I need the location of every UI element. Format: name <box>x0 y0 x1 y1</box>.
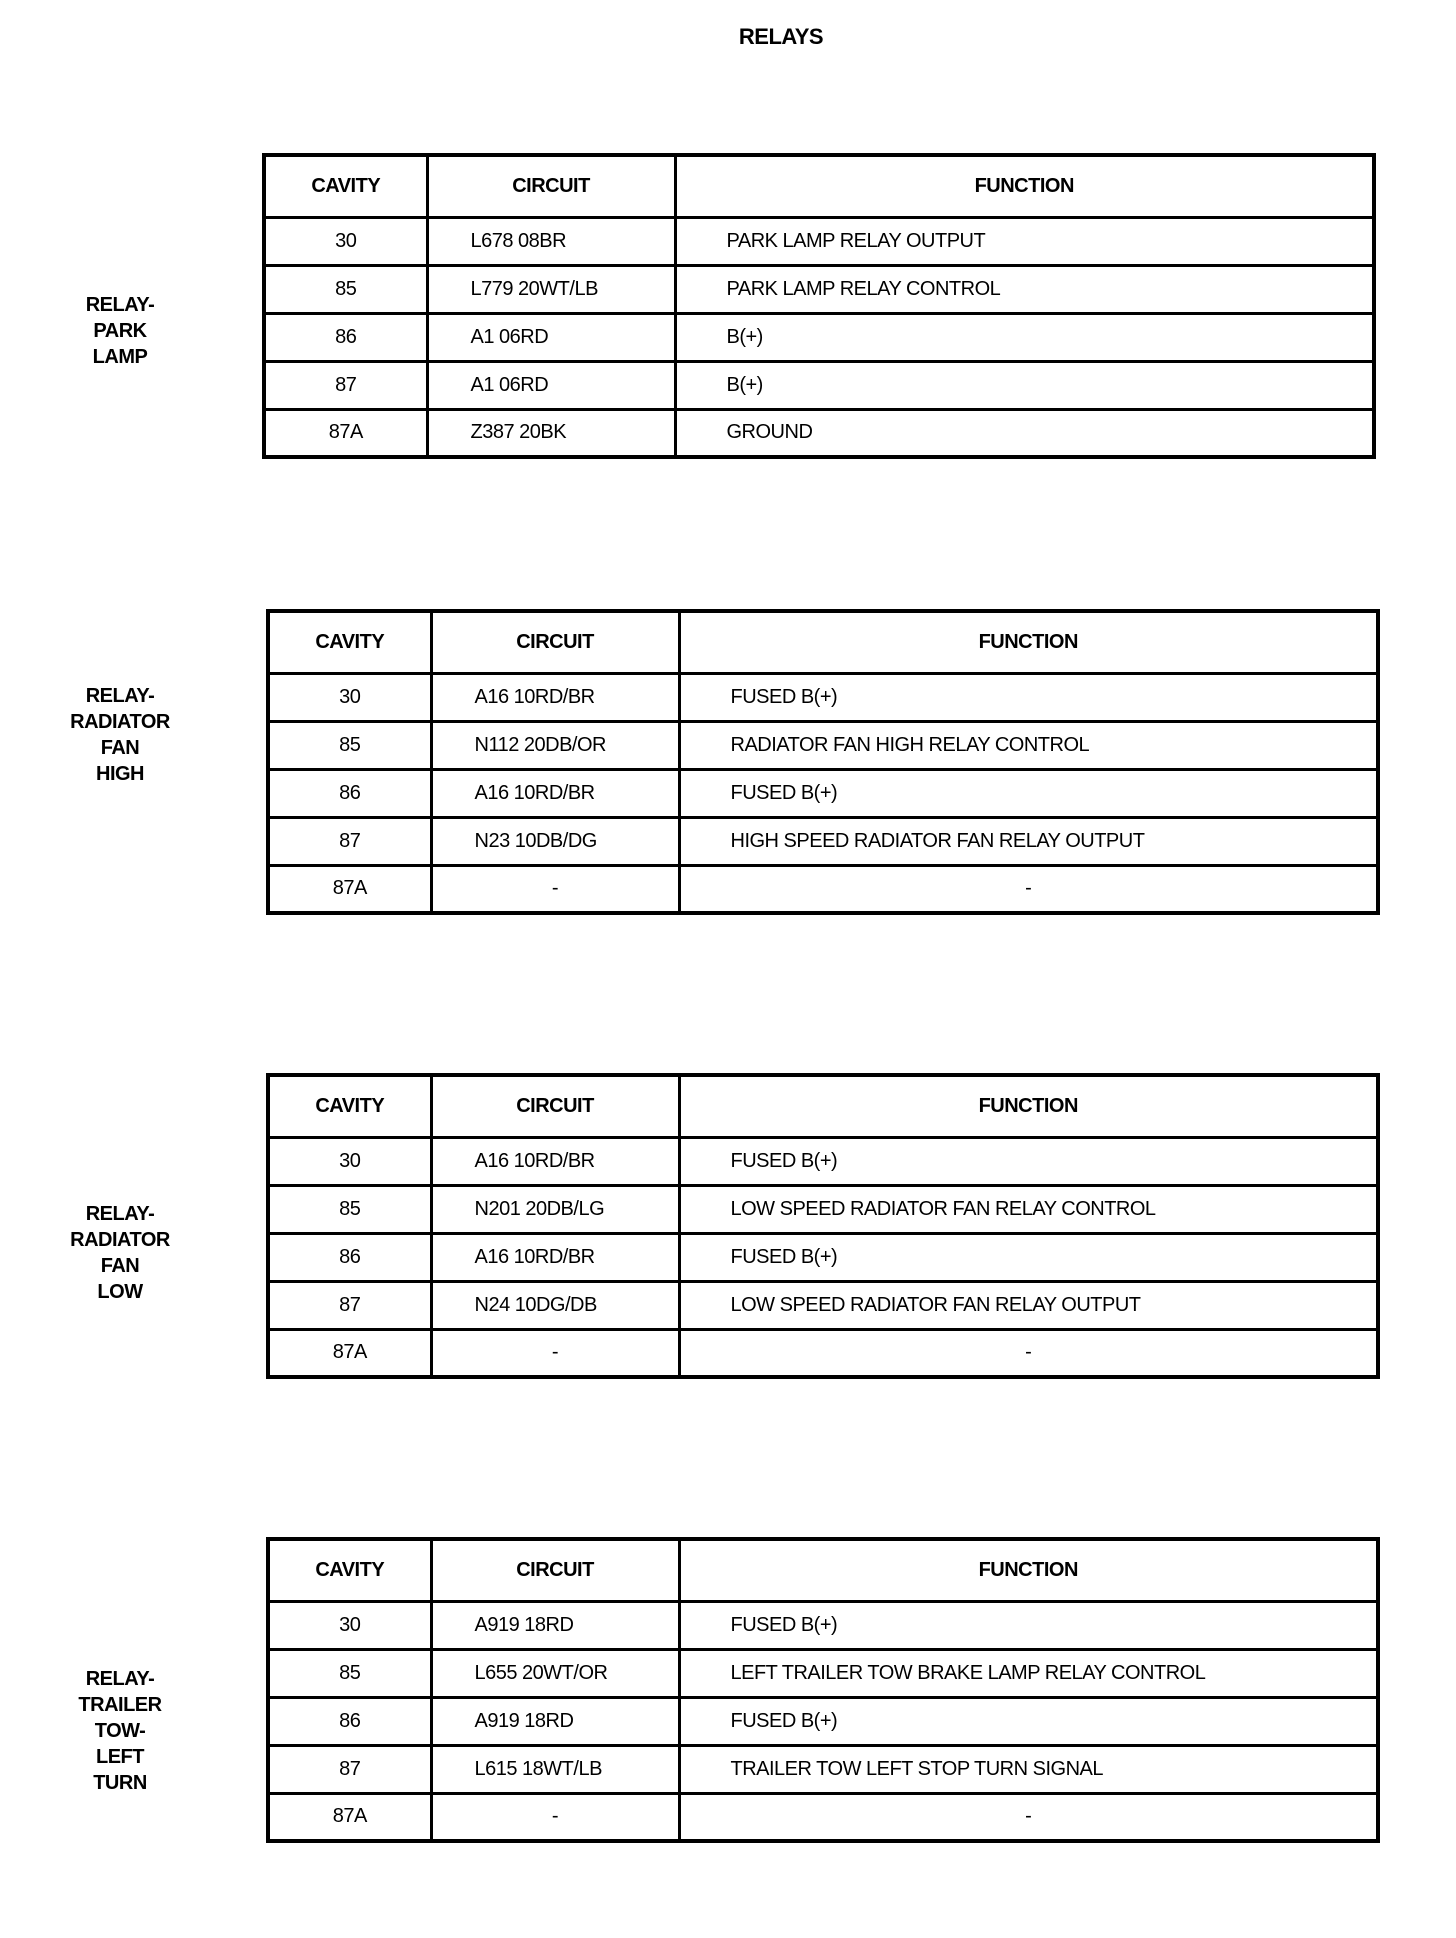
header-circuit: CIRCUIT <box>427 155 675 217</box>
circuit-cell: - <box>431 1329 679 1377</box>
cavity-cell: 30 <box>268 1137 431 1185</box>
relay-label-line: LOW <box>97 1281 143 1303</box>
relay-label-line: LAMP <box>92 346 148 368</box>
table-row <box>268 1329 1378 1377</box>
relay-label-line: RELAY- <box>85 294 155 316</box>
cavity-cell: 86 <box>268 1697 431 1745</box>
relay-label-line: RADIATOR <box>70 1229 170 1251</box>
table-header-row <box>264 155 1374 217</box>
function-cell: PARK LAMP RELAY CONTROL <box>675 265 1374 313</box>
cavity-cell: 87 <box>268 1745 431 1793</box>
table-row <box>268 1233 1378 1281</box>
circuit-cell: - <box>431 865 679 913</box>
function-cell: FUSED B(+) <box>679 1137 1378 1185</box>
table-row <box>268 1793 1378 1841</box>
relay-label-line: FAN <box>100 737 140 759</box>
relay-label <box>60 1666 180 1796</box>
header-cavity: CAVITY <box>268 611 431 673</box>
cavity-cell: 85 <box>268 1649 431 1697</box>
table-row <box>268 1185 1378 1233</box>
circuit-cell: N24 10DG/DB <box>431 1281 679 1329</box>
header-circuit: CIRCUIT <box>431 611 679 673</box>
relay-label-line: RELAY- <box>85 1668 155 1690</box>
circuit-cell: A16 10RD/BR <box>431 1233 679 1281</box>
table-row <box>268 721 1378 769</box>
header-function: FUNCTION <box>679 1075 1378 1137</box>
function-cell: FUSED B(+) <box>679 1697 1378 1745</box>
function-cell: - <box>679 1793 1378 1841</box>
table-row <box>264 265 1374 313</box>
relay-label-line: HIGH <box>96 763 144 785</box>
table-row <box>264 409 1374 457</box>
circuit-cell: A16 10RD/BR <box>431 1137 679 1185</box>
relay-label <box>60 1201 180 1305</box>
circuit-cell: N23 10DB/DG <box>431 817 679 865</box>
function-cell: GROUND <box>675 409 1374 457</box>
table-row <box>268 1697 1378 1745</box>
table-row <box>268 1601 1378 1649</box>
table-header-row <box>268 1539 1378 1601</box>
table-row <box>264 217 1374 265</box>
relay-label-line: RELAY- <box>85 685 155 707</box>
header-cavity: CAVITY <box>268 1075 431 1137</box>
cavity-cell: 87A <box>268 1329 431 1377</box>
function-cell: FUSED B(+) <box>679 1601 1378 1649</box>
circuit-cell: A919 18RD <box>431 1601 679 1649</box>
function-cell: LOW SPEED RADIATOR FAN RELAY OUTPUT <box>679 1281 1378 1329</box>
table-row <box>268 865 1378 913</box>
table-header-row <box>268 1075 1378 1137</box>
function-cell: FUSED B(+) <box>679 673 1378 721</box>
table-row <box>268 817 1378 865</box>
relay-label-line: TRAILER <box>78 1694 162 1716</box>
cavity-cell: 87 <box>268 1281 431 1329</box>
relay-label-line: RELAY- <box>85 1203 155 1225</box>
header-circuit: CIRCUIT <box>431 1075 679 1137</box>
cavity-cell: 87A <box>264 409 427 457</box>
relay-label-line: PARK <box>93 320 147 342</box>
function-cell: LOW SPEED RADIATOR FAN RELAY CONTROL <box>679 1185 1378 1233</box>
relay-label <box>60 683 180 787</box>
circuit-cell: - <box>431 1793 679 1841</box>
cavity-cell: 86 <box>268 1233 431 1281</box>
circuit-cell: N201 20DB/LG <box>431 1185 679 1233</box>
cavity-cell: 30 <box>268 1601 431 1649</box>
header-function: FUNCTION <box>679 611 1378 673</box>
table-row <box>268 1137 1378 1185</box>
table-row <box>264 313 1374 361</box>
cavity-cell: 86 <box>268 769 431 817</box>
circuit-cell: L779 20WT/LB <box>427 265 675 313</box>
relay-table <box>262 153 1376 459</box>
function-cell: LEFT TRAILER TOW BRAKE LAMP RELAY CONTROL <box>679 1649 1378 1697</box>
function-cell: - <box>679 1329 1378 1377</box>
function-cell: HIGH SPEED RADIATOR FAN RELAY OUTPUT <box>679 817 1378 865</box>
circuit-cell: A1 06RD <box>427 313 675 361</box>
cavity-cell: 87A <box>268 1793 431 1841</box>
relay-table <box>266 1073 1380 1379</box>
table-row <box>268 673 1378 721</box>
circuit-cell: A1 06RD <box>427 361 675 409</box>
header-cavity: CAVITY <box>264 155 427 217</box>
circuit-cell: L678 08BR <box>427 217 675 265</box>
header-function: FUNCTION <box>675 155 1374 217</box>
relay-label-line: FAN <box>100 1255 140 1277</box>
cavity-cell: 85 <box>268 721 431 769</box>
relay-label-line: RADIATOR <box>70 711 170 733</box>
relay-label <box>60 292 180 370</box>
circuit-cell: A16 10RD/BR <box>431 769 679 817</box>
table-row <box>268 1649 1378 1697</box>
header-circuit: CIRCUIT <box>431 1539 679 1601</box>
function-cell: - <box>679 865 1378 913</box>
function-cell: FUSED B(+) <box>679 1233 1378 1281</box>
relay-label-line: TOW- <box>94 1720 146 1742</box>
table-row <box>264 361 1374 409</box>
cavity-cell: 87A <box>268 865 431 913</box>
cavity-cell: 30 <box>264 217 427 265</box>
function-cell: TRAILER TOW LEFT STOP TURN SIGNAL <box>679 1745 1378 1793</box>
table-row <box>268 769 1378 817</box>
circuit-cell: L615 18WT/LB <box>431 1745 679 1793</box>
header-cavity: CAVITY <box>268 1539 431 1601</box>
cavity-cell: 87 <box>264 361 427 409</box>
relay-label-line: LEFT <box>96 1746 144 1768</box>
circuit-cell: A919 18RD <box>431 1697 679 1745</box>
function-cell: B(+) <box>675 313 1374 361</box>
cavity-cell: 87 <box>268 817 431 865</box>
relay-table <box>266 1537 1380 1843</box>
circuit-cell: N112 20DB/OR <box>431 721 679 769</box>
function-cell: B(+) <box>675 361 1374 409</box>
function-cell: FUSED B(+) <box>679 769 1378 817</box>
cavity-cell: 86 <box>264 313 427 361</box>
cavity-cell: 85 <box>264 265 427 313</box>
circuit-cell: Z387 20BK <box>427 409 675 457</box>
function-cell: PARK LAMP RELAY OUTPUT <box>675 217 1374 265</box>
circuit-cell: A16 10RD/BR <box>431 673 679 721</box>
table-row <box>268 1745 1378 1793</box>
table-header-row <box>268 611 1378 673</box>
table-row <box>268 1281 1378 1329</box>
circuit-cell: L655 20WT/OR <box>431 1649 679 1697</box>
relay-table <box>266 609 1380 915</box>
relay-label-line: TURN <box>93 1772 147 1794</box>
page-title: RELAYS <box>738 24 824 49</box>
header-function: FUNCTION <box>679 1539 1378 1601</box>
cavity-cell: 85 <box>268 1185 431 1233</box>
function-cell: RADIATOR FAN HIGH RELAY CONTROL <box>679 721 1378 769</box>
cavity-cell: 30 <box>268 673 431 721</box>
